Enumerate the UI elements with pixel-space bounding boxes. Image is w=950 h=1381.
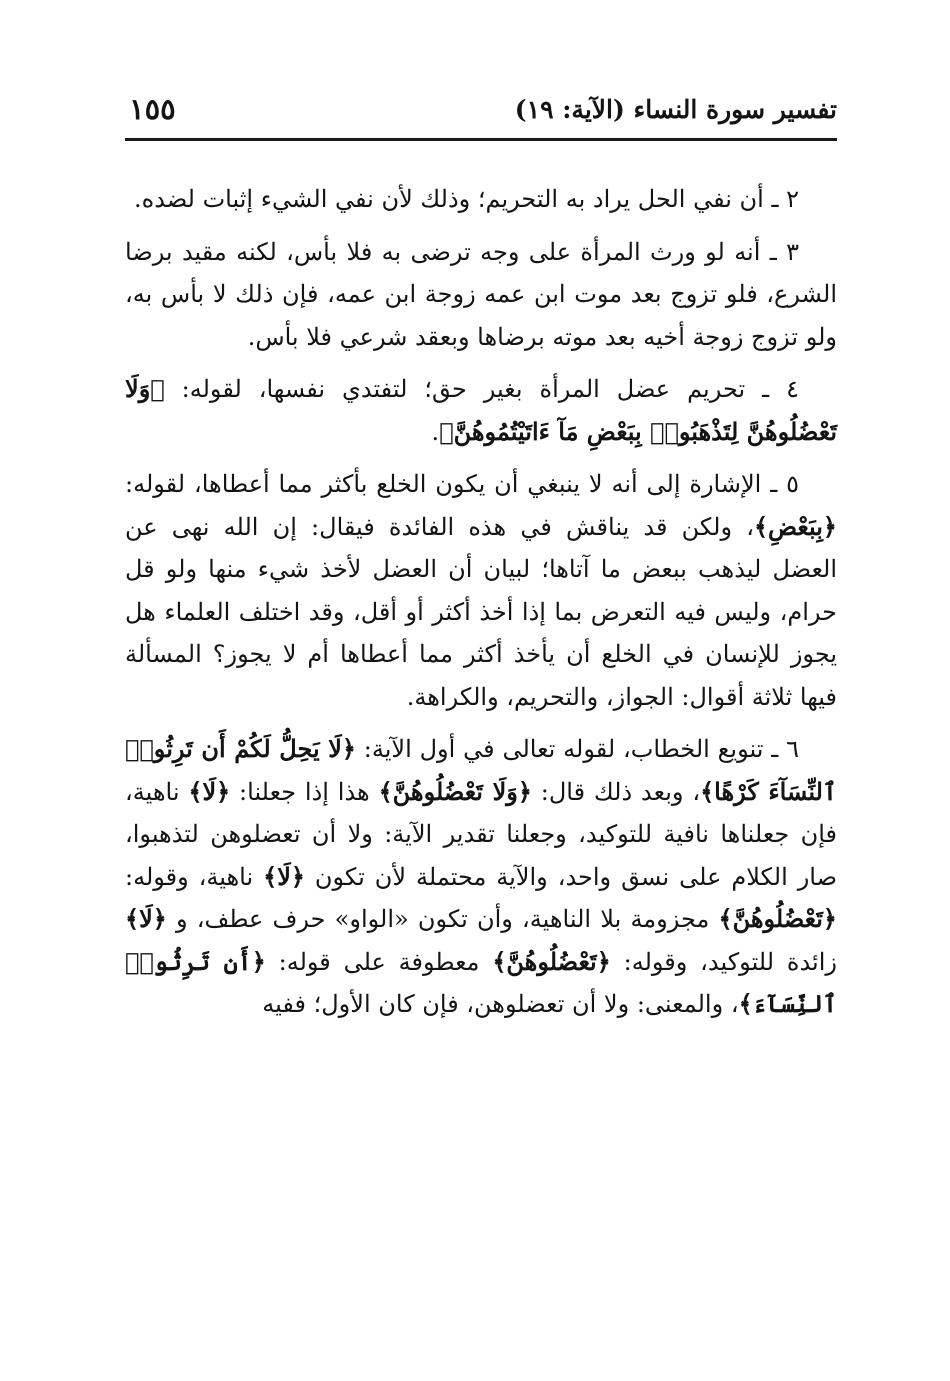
paragraph-text: زائدة للتوكيد، وقوله: [610, 947, 837, 976]
paragraph-text: مجزومة بلا الناهية، وأن تكون «الواو» حرف عطف، و [166, 905, 719, 933]
paragraph-text: ، وبعد ذلك قال: [531, 777, 701, 806]
paragraph-text: ناهية، وقوله: [125, 862, 264, 891]
paragraph-text: ٢ ـ أن نفي الحل يراد به التحريم؛ وذلك لأن نفي الشيء إثبات لضده. [134, 185, 799, 213]
paragraph [125, 728, 837, 1026]
quran-quote: ﴿وَلَا تَعْضُلُوهُنَّ﴾ [378, 776, 532, 806]
quran-quote: ﴿لَا﴾ [188, 776, 231, 806]
quran-quote: ﴿بِبَعْضِ﴾ [753, 511, 837, 541]
quran-quote: ﴿لَا﴾ [125, 904, 167, 933]
paragraph [125, 463, 837, 718]
paragraph [125, 231, 837, 359]
paragraph-text: ٦ ـ تنويع الخطاب، لقوله تعالى في أول الآية: [355, 735, 800, 763]
quran-quote: ﴿تَعْضُلُوهُنَّ﴾ [718, 904, 837, 933]
paragraph-text: ٣ ـ أنه لو ورث المرأة على وجه ترضى به فلا بأس، لكنه مقيد برضا الشرع، فلو تزوج بعد موت ابن عمه زوجة ابن عمه، فإن ذلك لا بأس به، ولو تزوج زوجة أخيه بعد موته برضاها وبعقد شرعي فلا بأس. [125, 237, 837, 351]
body-text [125, 178, 837, 1036]
paragraph-text: ناهية، فإن جعلناها نافية للتوكيد، وجعلنا تقدير الآية: ولا أن تعضلوهن لتذهبوا، صار الكلام على نسق واحد، والآية محتملة لأن تكون [125, 777, 837, 891]
paragraph-text: ، ولكن قد يناقش في هذه الفائدة فيقال: إن الله نهى عن العضل ليذهب ببعض ما آتاها؛ لبيان أن العضل لأخذ شيء منها ولو قل حرام، وليس فيه التعرض بما إذا أخذ أكثر أو أقل، وقد اختلف العلماء هل يجوز للإنسان في الخلع أن يأخذ أكثر مما أعطاها أم لا يجوز؟ المسألة فيها ثلاثة أقوال: الجواز، والتحريم، والكراهة. [125, 512, 837, 711]
page-header [125, 88, 837, 132]
quran-quote: ﴿وَلَا تَعْضُلُوهُنَّ لِتَذْهَبُوا۟ بِبَعْضِ مَآ ءَاتَيْتُمُوهُنَّ﴾ [125, 374, 837, 446]
paragraph-text: ٥ ـ الإشارة إلى أنه لا ينبغي أن يكون الخلع بأكثر مما أعطاها، لقوله: [125, 470, 799, 498]
paragraph [125, 368, 837, 453]
paragraph-text: ، والمعنى: ولا أن تعضلوهن، فإن كان الأول؛ ففيه [262, 990, 739, 1018]
book-page [125, 88, 837, 1328]
quran-quote: ﴿لَا يَحِلُّ لَكُمْ أَن تَرِثُوا۟ ٱلنِّسَآءَ كَرْهًا﴾ [125, 734, 837, 806]
page-number: ١٥٥ [129, 92, 176, 126]
running-title: تفسير سورة النساء (الآية: ١٩) [514, 95, 837, 124]
quran-quote: ﴿أَن تَرِثُوا۟ ٱلنِّسَآءَ﴾ [125, 946, 837, 1018]
paragraph [125, 178, 837, 221]
paragraph-text: هذا إذا جعلنا: [230, 777, 379, 806]
paragraph-text: ٤ ـ تحريم عضل المرأة بغير حق؛ لتفتدي نفسها، لقوله: [164, 375, 799, 403]
quran-quote: ﴿تَعْضُلُوهُنَّ﴾ [492, 946, 611, 976]
quran-quote: ﴿لَا﴾ [263, 861, 305, 891]
paragraph-text: معطوفة على قوله: [265, 947, 493, 976]
header-divider [125, 138, 837, 141]
paragraph-text: . [431, 417, 440, 446]
